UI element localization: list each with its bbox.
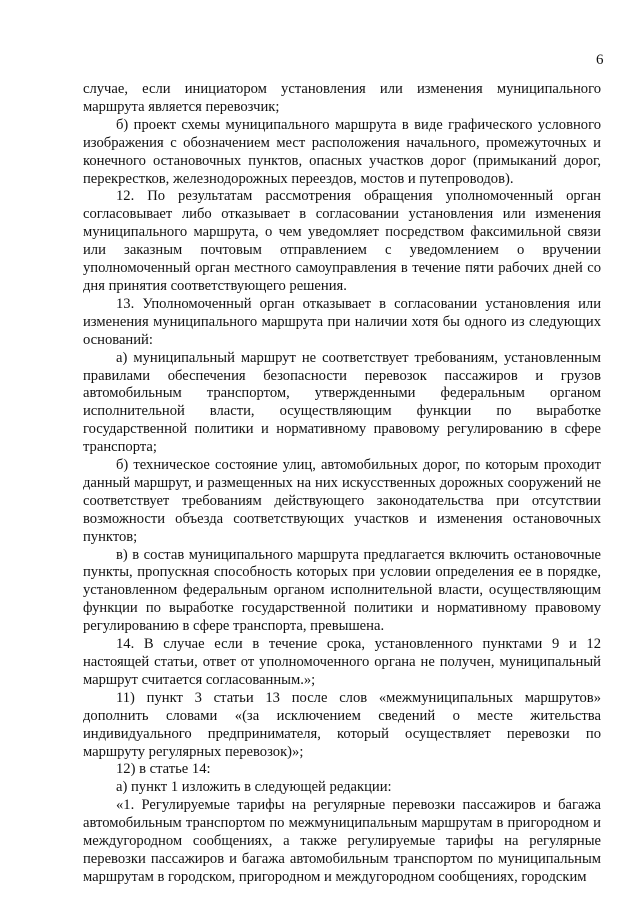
paragraph-14: 14. В случае если в течение срока, установленного пунктами 9 и 12 настоящей статьи, ответ от уполномоченного органа не получен, муниципальный маршрут считается согласованным.»;: [83, 636, 601, 688]
document-body: [83, 81, 601, 887]
paragraph-amendment-11: 11) пункт 3 статьи 13 после слов «межмуниципальных маршрутов» дополнить словами «(за исключением сведений о месте жительства индивидуального предпринимателя, который осуществляет перевозки по маршруту регулярных перевозок)»;: [83, 689, 601, 760]
paragraph-13-a: а) муниципальный маршрут не соответствует требованиям, установленным правилами обеспечения безопасности перевозок пассажиров и грузов автомобильным транспортом, утвержденными федеральным органом исполнительной власти, осуществляющим функции по выработке государственной политики и нормативному правовому регулированию в сфере транспорта;: [83, 349, 601, 456]
paragraph-amendment-12-a: а) пункт 1 изложить в следующей редакции:: [116, 779, 392, 796]
paragraph-item-b-scheme: б) проект схемы муниципального маршрута в виде графического условного изображения с обозначением мест расположения начального, промежуточных и конечного остановочных пунктов, опасных участков дорог (примыканий дорог, перекрестков, железнодорожных переездов, мостов и путепроводов).: [83, 116, 601, 187]
paragraph-new-point-1: «1. Регулируемые тарифы на регулярные перевозки пассажиров и багажа автомобильным транспортом по межмуниципальным маршрутам в пригородном и междугородном сообщениях, а также регулируемые тарифы на регулярные перевозки пассажиров и багажа автомобильным транспортом по муниципальным маршрутам в городском, пригородном и междугородном сообщениях, городским: [83, 797, 601, 885]
page-number: 6: [596, 52, 604, 68]
paragraph-13-v: в) в состав муниципального маршрута предлагается включить остановочные пункты, пропускная способность которых при условии определения ее в порядке, установленном федеральным органом исполнительной власти, осуществляющим функции по выработке государственной политики и нормативному правовому регулированию в сфере транспорта, превышена.: [83, 546, 601, 635]
paragraph-13-b: б) техническое состояние улиц, автомобильных дорог, по которым проходит данный маршрут, и размещенных на них искусственных дорожных сооружений не соответствует требованиям действующего законодательства при отсутствии возможности объезда соответствующих участков и изменения остановочных пунктов;: [83, 457, 601, 545]
paragraph-12: 12. По результатам рассмотрения обращения уполномоченный орган согласовывает либо отказывает в согласовании установления или изменения муниципального маршрута, о чем уведомляет посредством факсимильной связи или заказным почтовым отправлением с уведомлением о вручении уполномоченный орган местного самоуправления в течение пяти рабочих дней со дня принятия соответствующего решения.: [83, 188, 601, 294]
paragraph-amendment-12: 12) в статье 14:: [116, 761, 211, 778]
paragraph-13: 13. Уполномоченный орган отказывает в согласовании установления или изменения муниципального маршрута при наличии хотя бы одного из следующих оснований:: [83, 295, 601, 348]
paragraph-continuation: случае, если инициатором установления или изменения муниципального маршрута является перевозчик;: [83, 81, 601, 115]
